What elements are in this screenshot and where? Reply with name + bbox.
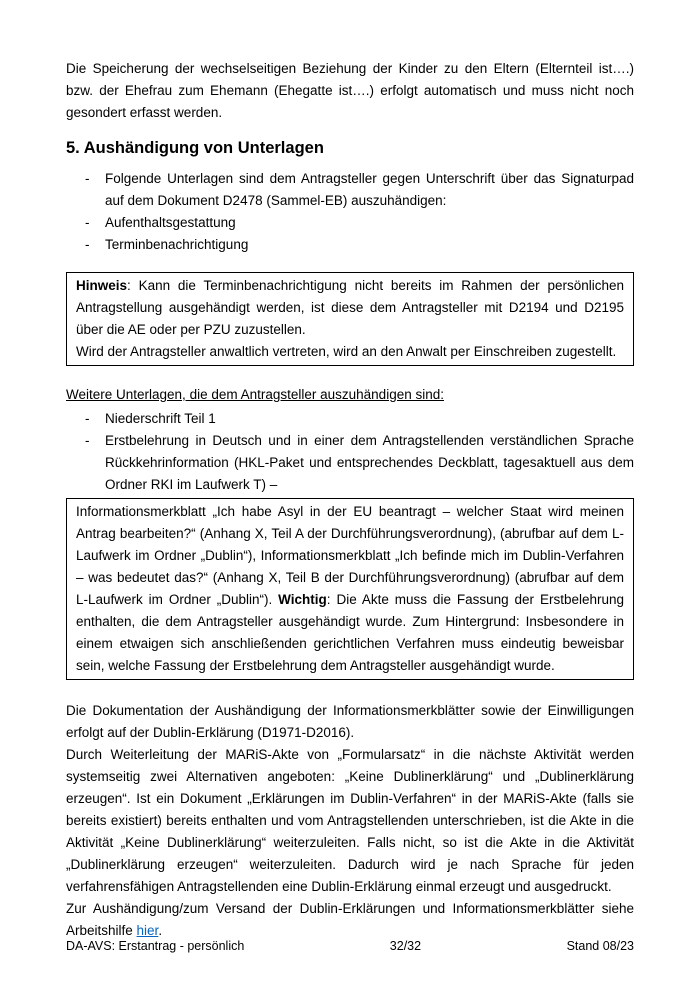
footer-document-title: DA-AVS: Erstantrag - persönlich: [66, 939, 245, 953]
list-item-text: Niederschrift Teil 1: [105, 411, 216, 426]
info-box-text-after: : Die Akte muss die Fassung der Erstbelehrung enthalten, die dem Antragsteller ausgehändigt wurde. Zum Hintergrund: Insbesondere in einem etwaigen sich anschließenden gerichtlichen Verfahren muss eindeutig beweisbar sein, welche Fassung der Erstbelehrung dem Antragsteller ausgehändigt wurde.: [76, 592, 624, 673]
footer-version: Stand 08/23: [566, 939, 634, 953]
list-item-text: Erstbelehrung in Deutsch und in einer dem Antragstellenden verständlichen Sprache Rückkehrinformation (HKL-Paket und entsprechendes Deckblatt, tagesaktuell aus dem Ordner RKI im Laufwerk T) –: [105, 433, 634, 492]
list-dash-marker: -: [85, 237, 90, 252]
intro-paragraph: Die Speicherung der wechselseitigen Beziehung der Kinder zu den Eltern (Elternteil ist….) bzw. der Ehefrau zum Ehemann (Ehegatte ist….) erfolgt automatisch und muss nicht noch gesondert erfasst werden.: [66, 61, 634, 120]
list-dash-marker: -: [85, 411, 90, 426]
list-dash-marker: -: [85, 215, 90, 230]
list-dash-marker: -: [85, 433, 90, 448]
list-item-text: Folgende Unterlagen sind dem Antragsteller gegen Unterschrift über das Signaturpad auf dem Dokument D2478 (Sammel-EB) auszuhändigen:: [105, 171, 634, 208]
handover-list: [66, 168, 634, 256]
closing-paragraphs: [66, 700, 634, 942]
info-box: [66, 498, 634, 680]
list-dash-marker: -: [85, 171, 90, 186]
info-box-text-before: Informationsmerkblatt „Ich habe Asyl in der EU beantragt – welcher Staat wird meinen Antrag bearbeiten?“ (Anhang X, Teil A der Durchführungsverordnung), (abrufbar auf dem L-Laufwerk im Ordner „Dublin“), Informationsmerkblatt „Ich befinde mich im Dublin-Verfahren – was bedeutet das?“ (Anhang X, Teil B der Durchführungsverordnung) (abrufbar auf dem L-Laufwerk im Ordner „Dublin“).: [76, 504, 624, 607]
list-item: [66, 168, 634, 212]
list-item: [66, 212, 634, 234]
section-heading: 5. Aushändigung von Unterlagen: [66, 139, 324, 157]
list-item: [66, 234, 634, 256]
paragraph-arbeitshilfe: [66, 898, 634, 942]
list-item-text: Aufenthaltsgestattung: [105, 215, 236, 230]
more-docs-list: [66, 408, 634, 496]
more-docs-heading: Weitere Unterlagen, die dem Antragsteller auszuhändigen sind:: [66, 387, 444, 402]
arbeitshilfe-text: Zur Aushändigung/zum Versand der Dublin-Erklärungen und Informationsmerkblätter siehe Arbeitshilfe: [66, 901, 634, 938]
list-item: [66, 408, 634, 430]
hinweis-text: : Kann die Terminbenachrichtigung nicht bereits im Rahmen der persönlichen Antragstellung ausgehändigt werden, ist diese dem Antragsteller mit D2194 und D2195 über die AE oder per PZU zuzustellen.: [76, 278, 624, 337]
page-footer: [66, 938, 634, 954]
list-item: [66, 430, 634, 496]
list-item-text: Terminbenachrichtigung: [105, 237, 249, 252]
hinweis-line2: Wird der Antragsteller anwaltlich vertreten, wird an den Anwalt per Einschreiben zugestellt.: [76, 344, 617, 359]
page-number: 32/32: [389, 939, 422, 953]
arbeitshilfe-link[interactable]: hier: [136, 923, 159, 938]
paragraph-weiterleitung: Durch Weiterleitung der MARiS-Akte von „Formularsatz“ in die nächste Aktivität werden systemseitig zwei Alternativen angeboten: „Keine Dublinerklärung“ und „Dublinerklärung erzeugen“. Ist ein Dokument „Erklärungen im Dublin-Verfahren“ in der MARiS-Akte (falls sie bereits existiert) bereits enthalten und vom Antragstellenden unterschrieben, ist die Akte in die Aktivität „Keine Dublinerklärung“ weiterzuleiten. Falls nicht, so ist die Akte in die Aktivität „Dublinerklärung erzeugen“ weiterzuleiten. Dadurch wird je nach Sprache für jeden verfahrensfähigen Antragstellenden eine Dublin-Erklärung einmal erzeugt und ausgedruckt.: [66, 747, 634, 894]
paragraph-dokumentation: Die Dokumentation der Aushändigung der Informationsmerkblätter sowie der Einwilligungen erfolgt auf der Dublin-Erklärung (D1971-D2016).: [66, 703, 634, 740]
wichtig-label: Wichtig: [278, 592, 327, 607]
hinweis-box: [66, 272, 634, 366]
arbeitshilfe-period: .: [158, 923, 163, 938]
hinweis-label: Hinweis: [76, 278, 128, 293]
